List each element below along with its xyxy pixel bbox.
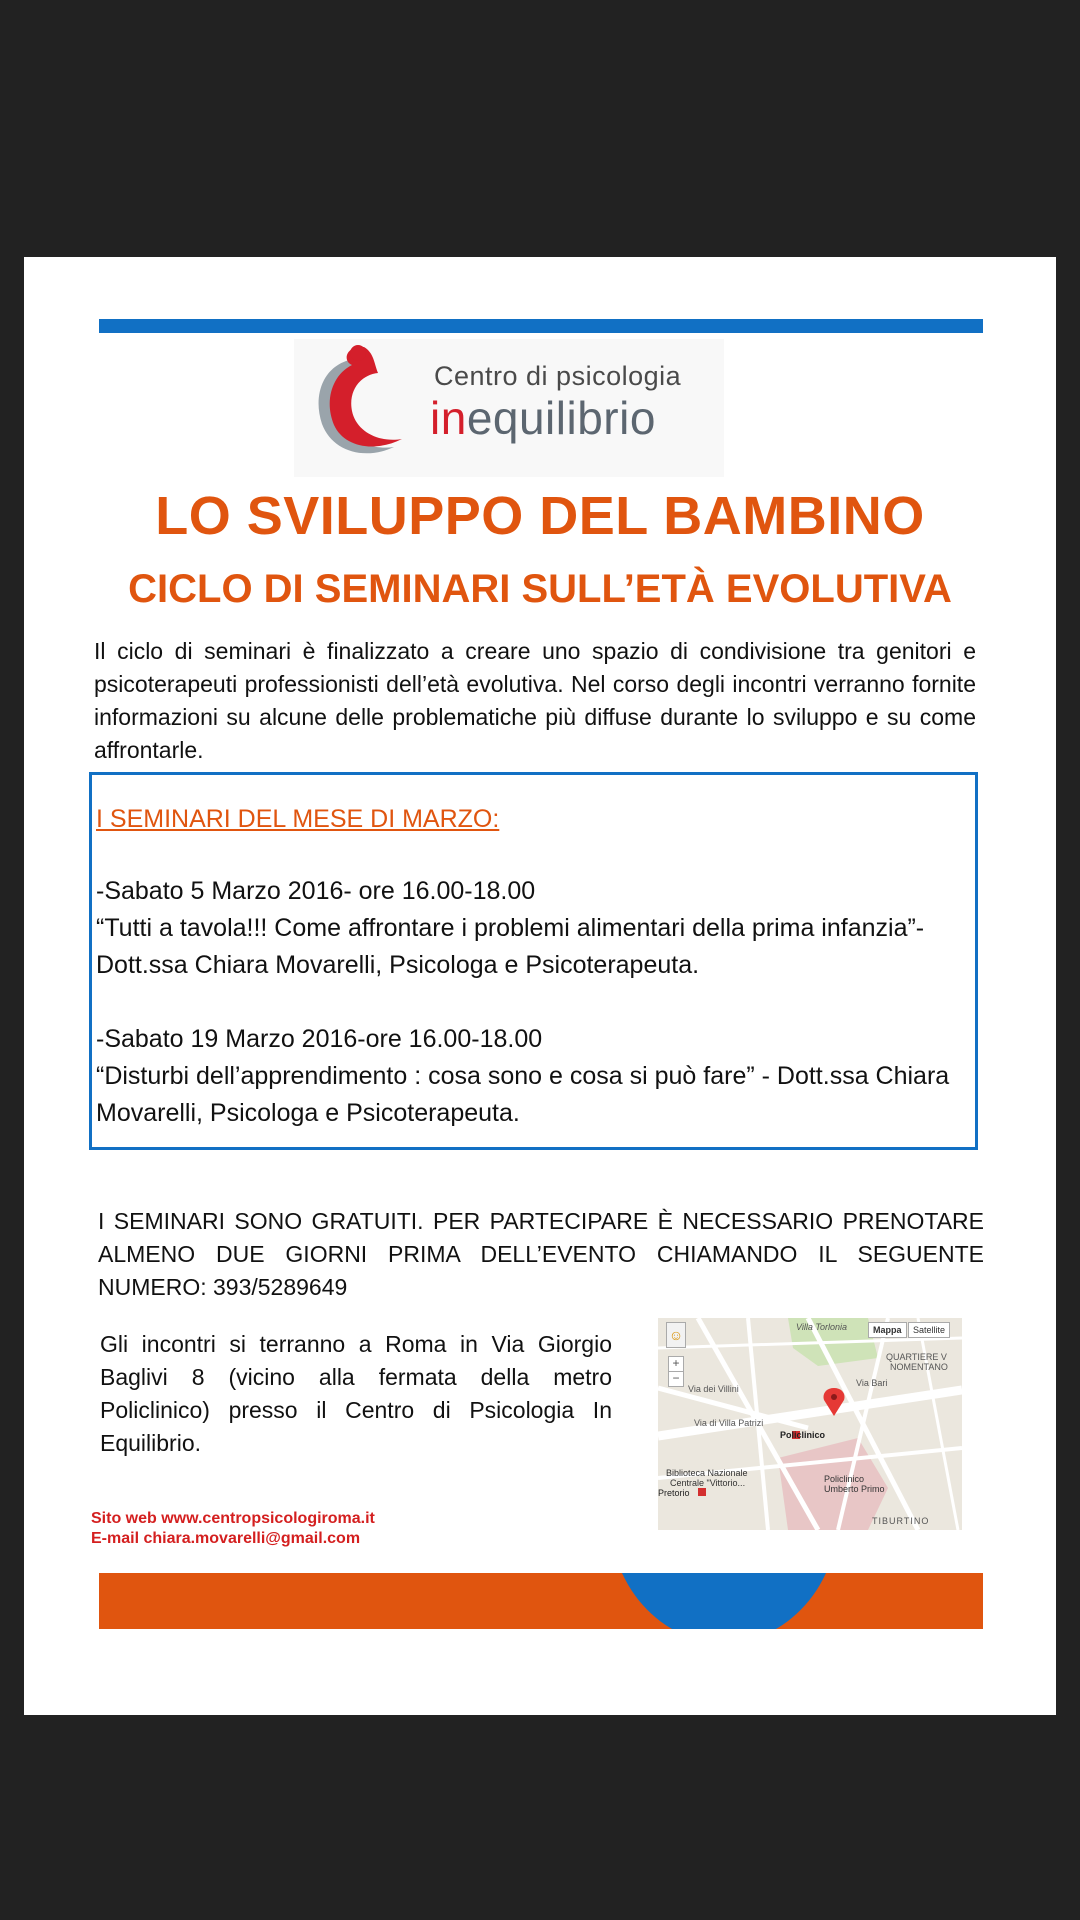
seminar-description: “Disturbi dell’apprendimento : cosa sono e cosa si può fare” - Dott.ssa Chiara Movarelli, Psicologa e Psicoterapeuta. xyxy=(96,1062,950,1127)
map-label-tiburtino: TIBURTINO xyxy=(872,1516,930,1526)
subtitle: CICLO DI SEMINARI SULL’ETÀ EVOLUTIVA xyxy=(128,567,952,611)
logo-line-2 xyxy=(430,391,656,445)
map-label-policlinico-up-1: Policlinico xyxy=(824,1474,865,1484)
venue-info: Gli incontri si terranno a Roma in Via Giorgio Baglivi 8 (vicino alla fermata della metro Policlinico) presso il Centro di Psicologia In Equilibrio. xyxy=(100,1331,612,1456)
seminars-heading: I SEMINARI DEL MESE DI MARZO: xyxy=(96,805,500,833)
logo-in-text: in xyxy=(430,392,467,444)
map-label-via-villa-patrizi: Via di Villa Patrizi xyxy=(694,1418,764,1428)
intro-paragraph: Il ciclo di seminari è finalizzato a creare uno spazio di condivisione tra genitori e psicoterapeuti professionisti dell’età evolutiva. Nel corso degli incontri verranno fornite informazioni su alcune delle problematiche più diffuse durante lo sviluppo e su come affrontarle. xyxy=(94,638,976,763)
seminars-box xyxy=(89,772,978,1150)
logo-mark-icon xyxy=(294,339,434,477)
map-label-nomentano: NOMENTANO xyxy=(890,1362,948,1372)
zoom-out-button[interactable]: − xyxy=(668,1371,684,1387)
main-title: LO SVILUPPO DEL BAMBINO xyxy=(155,486,925,546)
seminar-item xyxy=(96,873,971,984)
map-label-quartiere: QUARTIERE V xyxy=(886,1352,947,1362)
top-blue-bar xyxy=(99,319,983,333)
bottom-orange-bar xyxy=(99,1573,983,1629)
map-label-policlinico: Policlinico xyxy=(780,1430,826,1440)
booking-info: I SEMINARI SONO GRATUITI. PER PARTECIPARE È NECESSARIO PRENOTARE ALMENO DUE GIORNI PRIMA DELL’EVENTO CHIAMANDO IL SEGUENTE NUMERO: 393/5289649 xyxy=(98,1208,984,1300)
seminar-date: -Sabato 5 Marzo 2016- ore 16.00-18.00 xyxy=(96,877,536,905)
seminar-item xyxy=(96,1021,971,1132)
street-view-pegman-icon[interactable]: ☺ xyxy=(666,1322,686,1348)
map-type-map-button[interactable]: Mappa xyxy=(868,1322,907,1338)
logo-equilibrio-text: equilibrio xyxy=(466,392,656,444)
map-label-policlinico-up-2: Umberto Primo xyxy=(824,1484,885,1494)
map-label-biblioteca-1: Biblioteca Nazionale xyxy=(666,1468,748,1478)
seminar-description: “Tutti a tavola!!! Come affrontare i problemi alimentari della prima infanzia”- Dott.ssa Chiara Movarelli, Psicologa e Psicoterapeuta. xyxy=(96,914,925,979)
bottom-blue-circle xyxy=(609,1573,839,1629)
map-label-pretorio: Pretorio xyxy=(658,1488,690,1498)
email-link[interactable]: E-mail chiara.movarelli@gmail.com xyxy=(91,1530,361,1547)
website-link[interactable]: Sito web www.centropsicologiroma.it xyxy=(91,1510,375,1527)
map-label-via-bari: Via Bari xyxy=(856,1378,888,1388)
flyer-sheet xyxy=(24,257,1056,1715)
map-label-via-villini: Via dei Villini xyxy=(688,1384,739,1394)
zoom-in-button[interactable]: + xyxy=(668,1356,684,1372)
map-label-villa-torlonia: Villa Torlonia xyxy=(796,1322,848,1332)
logo-line-1: Centro di psicologia xyxy=(434,361,682,391)
location-map[interactable] xyxy=(658,1318,962,1530)
map-type-satellite-button[interactable]: Satellite xyxy=(908,1322,950,1338)
map-label-biblioteca-2: Centrale "Vittorio... xyxy=(670,1478,746,1488)
contacts xyxy=(91,1509,375,1549)
logo xyxy=(294,339,724,477)
seminar-date: -Sabato 19 Marzo 2016-ore 16.00-18.00 xyxy=(96,1025,543,1053)
